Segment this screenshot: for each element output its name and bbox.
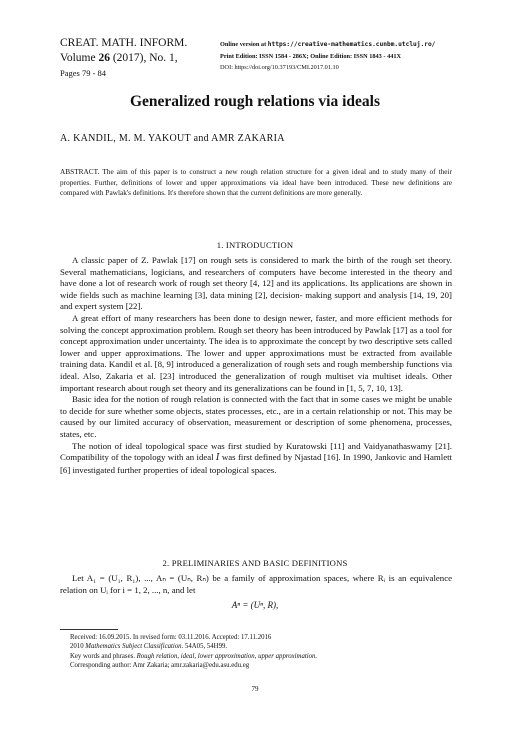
abstract-text: The aim of this paper is to construct a new rough relation structure for a given ideal and to study many of their properties. Further, definitions of lower and upper approximations via ideal have been introduced. These new definitions are compared with Pawlak's definitions. It's therefore shown that the current definitions are more generally. — [60, 167, 453, 198]
paragraph: Basic idea for the notion of rough relation is connected with the fact that in some cases we might be unable to decide for sure whether some objects, states processes, etc., are in a certain relationship or not. This may be caused by our limited accuracy of observation, measurement or description of some phenomena, processes, states, etc. — [60, 394, 452, 439]
volume-number: 26 — [98, 52, 110, 64]
paragraph: The notion of ideal topological space was first studied by Kuratowski [11] and Vaidyanathaswamy [21]. Compatibility of the topology with an ideal I was first defined by Njastad [16]. In 1990, Jankovic and Hamlett [6] investigated further properties of ideal topological spaces. — [60, 440, 452, 475]
online-version: Online version at https://creative-mathematics.cunbm.utcluj.ro/ — [220, 41, 436, 48]
section-heading-preliminaries: 2. PRELIMINARIES AND BASIC DEFINITIONS — [162, 558, 348, 568]
abstract-label: ABSTRACT. — [60, 167, 100, 176]
journal-volume: Volume 26 (2017), No. 1, — [60, 52, 178, 64]
ideal-symbol: I — [216, 453, 220, 464]
abstract — [60, 167, 452, 199]
footnote-rule — [60, 629, 118, 630]
introduction-body — [60, 255, 452, 476]
paragraph: A classic paper of Z. Pawlak [17] on rough sets is considered to mark the birth of the rough set theory. Several mathematicians, logicians, and researchers of computers have become interested in the theory and have done a lot of research work of rough set theory [4, 12] and its applications. Its applications are shown in wide fields such as machine learning [3], data mining [2], decision- making support and analysis [14, 19, 20] and expert system [22]. — [60, 255, 452, 312]
paragraph: A great effort of many researchers has been done to design newer, faster, and more efficient methods for solving the concept approximation problem. Rough set theory has been introduced by Pawlak [17] as a tool for concept approximation under uncertainty. The idea is to approximate the concept by two descriptive sets called lower and upper approximations. The lower and upper approximations must be extracted from available training data. Kandil et al. [8, 9] introduced a generalization of rough sets and rough membership functions via ideal. Also, Zakaria et al. [23] introduced the generalization of rough multiset via multiset ideals. Other important research about rough set theory and its generalizations can be found in [1, 5, 7, 10, 13]. — [60, 312, 452, 393]
journal-header — [60, 36, 187, 81]
paper-authors: A. KANDIL, M. M. YAKOUT and AMR ZAKARIA — [60, 133, 285, 144]
corresponding-author: Corresponding author: Amr Zakaria; amr.zakaria@edu.asu.edu.eg — [70, 662, 250, 670]
paper-title: Generalized rough relations via ideals — [129, 93, 380, 110]
preliminaries-body — [60, 573, 452, 596]
issn-info: Print Edition: ISSN 1584 - 286X; Online Edition: ISSN 1843 - 441X — [220, 52, 402, 60]
footnotes — [60, 633, 317, 671]
online-url[interactable]: https://creative-mathematics.cunbm.utcluj.ro/ — [267, 41, 436, 48]
received-dates: Received: 16.09.2015. In revised form: 03.11.2016. Accepted: 17.11.2016 — [70, 634, 272, 641]
msc-classification: 2010 Mathematics Subject Classification. 54A05, 54H99. — [70, 643, 228, 651]
doi-info[interactable]: DOI: https://doi.org/10.37193/CMI.2017.01.10 — [220, 64, 339, 71]
journal-pages: Pages 79 - 84 — [60, 68, 107, 78]
keywords: Key words and phrases. Rough relation, ideal, lower approximation, upper approximation. — [70, 652, 318, 660]
journal-name: CREAT. MATH. INFORM. — [60, 37, 188, 49]
page-number: 79 — [251, 685, 259, 693]
publication-info — [220, 39, 435, 74]
paragraph: Let A₁ = (U₁, R₁), ..., Aₙ = (Uₙ, Rₙ) be a family of approximation spaces, where Rᵢ is an equivalence relation on Uᵢ for i = 1, 2, ..., n, and let — [60, 573, 452, 595]
section-heading-introduction: 1. INTRODUCTION — [216, 240, 294, 250]
equation: Aⁿ = (Uⁿ, R), — [231, 600, 279, 610]
